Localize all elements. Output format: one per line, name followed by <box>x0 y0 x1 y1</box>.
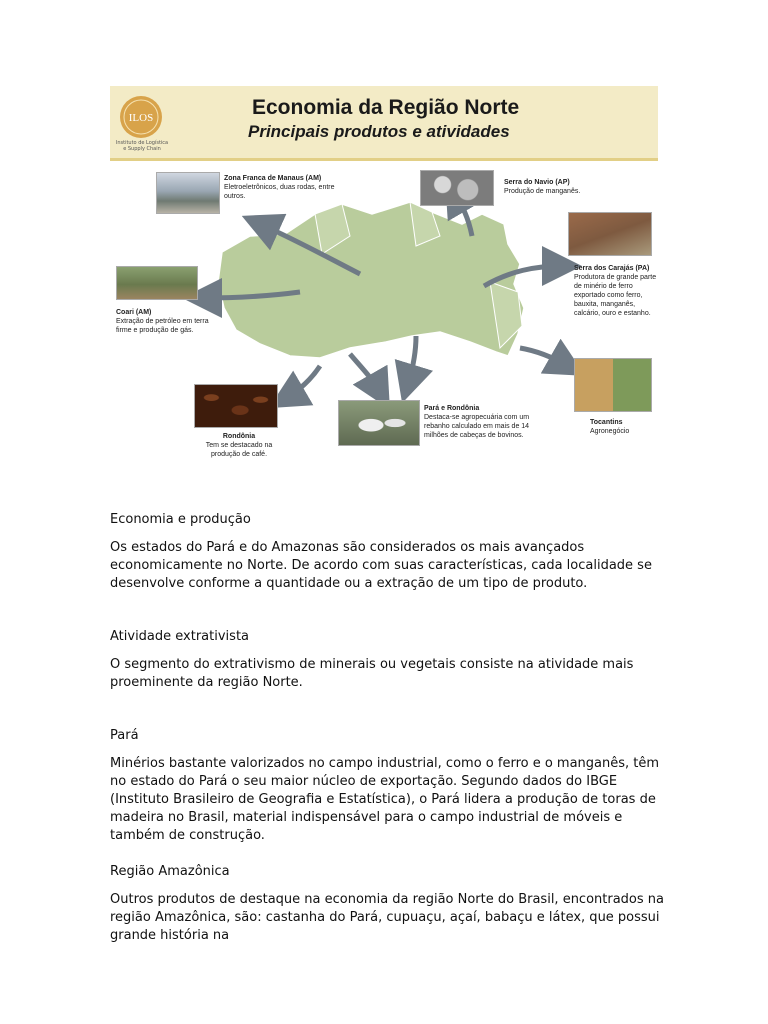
label-manaus: Zona Franca de Manaus (AM) Eletroeletrônicos, duas rodas, entre outros. <box>224 175 335 200</box>
map-arrow <box>286 366 320 398</box>
section-amazonica <box>110 863 670 945</box>
section-body: Minérios bastante valorizados no campo industrial, como o ferro e o manganês, têm no estado do Pará o seu maior núcleo de exportação. Segundo dados do IBGE (Instituto Brasileiro de Geografia e Estatística), o Pará lidera a produção de toras de madeira no Brasil, material indispensável para o campo industrial de móveis e também de construção. <box>110 756 660 843</box>
label-coari: Coari (AM) Extração de petróleo em terra firme e produção de gás. <box>116 309 209 334</box>
section-heading: Economia e produção <box>110 512 251 527</box>
map-arrow <box>408 336 416 384</box>
section-extrativista <box>110 628 670 692</box>
photo-carajas <box>568 212 652 256</box>
photo-manaus <box>156 172 220 214</box>
photo-serra-do-navio <box>420 170 494 206</box>
label-tocantins: Tocantins Agronegócio <box>590 419 630 435</box>
section-para <box>110 727 670 845</box>
map-arrow <box>520 348 568 366</box>
section-body: Outros produtos de destaque na economia da região Norte do Brasil, encontrados na região Amazônica, são: castanha do Pará, cupuaçu, açaí, babaçu e látex, que possui grande história na <box>110 892 664 943</box>
logo-subtext: Instituto de Logística e Supply Chain <box>115 140 169 152</box>
infographic-subtitle: Principais produtos e atividades <box>248 122 510 141</box>
section-heading: Atividade extrativista <box>110 629 250 644</box>
infographic-title: Economia da Região Norte <box>252 96 520 119</box>
photo-coari <box>116 266 198 300</box>
photo-cattle <box>338 400 420 446</box>
section-heading: Pará <box>110 728 139 743</box>
label-serra-do-navio: Serra do Navio (AP) Produção de manganês. <box>504 179 581 195</box>
label-para-rondonia: Pará e Rondônia Destaca-se agropecuária com um rebanho calculado em mais de 14 milhões de cabeças de bovinos. <box>424 405 530 439</box>
map-arrow <box>350 354 380 392</box>
label-rondonia: Rondônia Tem se destacado na produção de café. <box>205 433 273 458</box>
section-body: O segmento do extrativismo de minerais ou vegetais consiste na atividade mais proeminente da região Norte. <box>110 657 634 690</box>
photo-tocantins <box>574 358 652 412</box>
section-economia <box>110 511 670 593</box>
label-carajas: Serra dos Carajás (PA) Produtora de grande parte de minério de ferro exportado como ferro, bauxita, manganês, calcário, ouro e estanho. <box>574 265 657 317</box>
logo-text: ILOS <box>128 112 154 124</box>
photo-rondonia-coffee <box>194 384 278 428</box>
section-heading: Região Amazônica <box>110 864 230 879</box>
economy-infographic <box>110 86 658 470</box>
section-body: Os estados do Pará e do Amazonas são considerados os mais avançados economicamente no Norte. De acordo com suas características, cada localidade se desenvolve conforme a quantidade ou a extração de um tipo de produto. <box>110 540 652 591</box>
